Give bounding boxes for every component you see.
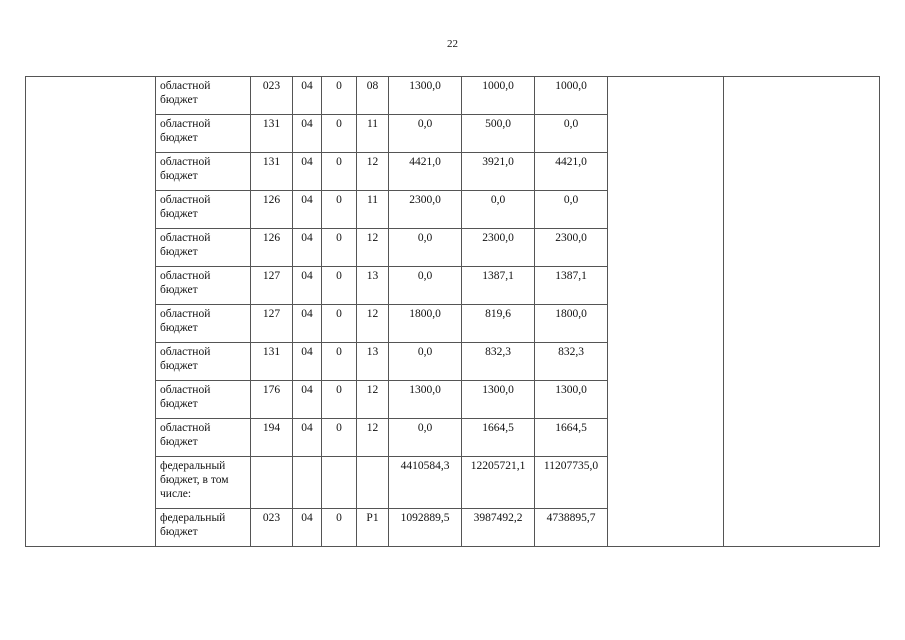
article-code-cell: 12 [357,229,389,267]
budget-source-cell: федеральный бюджет, в том числе: [156,457,251,509]
section-code-cell: 04 [293,509,322,547]
article-code-cell: 12 [357,419,389,457]
admin-code-cell: 131 [251,153,293,191]
amount-year-3-cell: 832,3 [535,343,608,381]
amount-year-2-cell: 1300,0 [462,381,535,419]
section-code-cell: 04 [293,419,322,457]
amount-year-3-cell: 11207735,0 [535,457,608,509]
budget-source-cell: областной бюджет [156,381,251,419]
section-code-cell: 04 [293,77,322,115]
amount-year-1-cell: 4410584,3 [389,457,462,509]
amount-year-1-cell: 0,0 [389,115,462,153]
article-code-cell: 13 [357,343,389,381]
admin-code-cell [251,457,293,509]
section-code-cell: 04 [293,229,322,267]
section-code-cell: 04 [293,343,322,381]
budget-table-body [26,77,880,547]
amount-year-1-cell: 0,0 [389,229,462,267]
section-code-cell [293,457,322,509]
budget-source-cell: областной бюджет [156,305,251,343]
section-code-cell: 04 [293,153,322,191]
amount-year-1-cell: 0,0 [389,343,462,381]
amount-year-2-cell: 819,6 [462,305,535,343]
budget-source-cell: областной бюджет [156,267,251,305]
budget-source-cell: областной бюджет [156,419,251,457]
budget-source-cell: областной бюджет [156,191,251,229]
budget-source-cell: областной бюджет [156,77,251,115]
subsection-code-cell: 0 [322,509,357,547]
amount-year-1-cell: 1300,0 [389,381,462,419]
subsection-code-cell: 0 [322,115,357,153]
budget-source-cell: областной бюджет [156,153,251,191]
admin-code-cell: 126 [251,229,293,267]
budget-source-cell: областной бюджет [156,229,251,267]
subsection-code-cell: 0 [322,305,357,343]
budget-table [25,76,880,547]
admin-code-cell: 176 [251,381,293,419]
section-code-cell: 04 [293,267,322,305]
amount-year-1-cell: 2300,0 [389,191,462,229]
section-code-cell: 04 [293,381,322,419]
amount-year-2-cell: 0,0 [462,191,535,229]
merged-left-cell [26,77,156,547]
article-code-cell [357,457,389,509]
amount-year-2-cell: 1387,1 [462,267,535,305]
amount-year-3-cell: 1387,1 [535,267,608,305]
amount-year-3-cell: 1664,5 [535,419,608,457]
article-code-cell: 12 [357,153,389,191]
admin-code-cell: 127 [251,267,293,305]
admin-code-cell: 023 [251,77,293,115]
subsection-code-cell: 0 [322,77,357,115]
budget-source-cell: областной бюджет [156,115,251,153]
article-code-cell: 11 [357,115,389,153]
amount-year-1-cell: 1300,0 [389,77,462,115]
subsection-code-cell: 0 [322,267,357,305]
article-code-cell: Р1 [357,509,389,547]
amount-year-1-cell: 0,0 [389,267,462,305]
amount-year-3-cell: 2300,0 [535,229,608,267]
section-code-cell: 04 [293,115,322,153]
subsection-code-cell: 0 [322,381,357,419]
merged-right-cell-2 [724,77,880,547]
amount-year-3-cell: 4738895,7 [535,509,608,547]
admin-code-cell: 131 [251,343,293,381]
admin-code-cell: 131 [251,115,293,153]
article-code-cell: 12 [357,305,389,343]
amount-year-3-cell: 1800,0 [535,305,608,343]
amount-year-3-cell: 0,0 [535,115,608,153]
amount-year-1-cell: 4421,0 [389,153,462,191]
subsection-code-cell: 0 [322,419,357,457]
amount-year-1-cell: 1800,0 [389,305,462,343]
section-code-cell: 04 [293,191,322,229]
budget-source-cell: областной бюджет [156,343,251,381]
article-code-cell: 13 [357,267,389,305]
amount-year-2-cell: 500,0 [462,115,535,153]
amount-year-2-cell: 3987492,2 [462,509,535,547]
subsection-code-cell: 0 [322,343,357,381]
budget-source-cell: федеральный бюджет [156,509,251,547]
amount-year-2-cell: 1664,5 [462,419,535,457]
amount-year-3-cell: 0,0 [535,191,608,229]
admin-code-cell: 126 [251,191,293,229]
amount-year-3-cell: 4421,0 [535,153,608,191]
subsection-code-cell: 0 [322,191,357,229]
amount-year-3-cell: 1000,0 [535,77,608,115]
admin-code-cell: 127 [251,305,293,343]
subsection-code-cell: 0 [322,229,357,267]
subsection-code-cell [322,457,357,509]
amount-year-2-cell: 2300,0 [462,229,535,267]
amount-year-2-cell: 1000,0 [462,77,535,115]
article-code-cell: 12 [357,381,389,419]
amount-year-1-cell: 0,0 [389,419,462,457]
subsection-code-cell: 0 [322,153,357,191]
amount-year-2-cell: 832,3 [462,343,535,381]
section-code-cell: 04 [293,305,322,343]
article-code-cell: 08 [357,77,389,115]
article-code-cell: 11 [357,191,389,229]
amount-year-2-cell: 3921,0 [462,153,535,191]
amount-year-2-cell: 12205721,1 [462,457,535,509]
merged-right-cell-1 [608,77,724,547]
table-row [26,77,880,115]
amount-year-1-cell: 1092889,5 [389,509,462,547]
admin-code-cell: 194 [251,419,293,457]
page-number: 22 [447,38,458,50]
amount-year-3-cell: 1300,0 [535,381,608,419]
admin-code-cell: 023 [251,509,293,547]
